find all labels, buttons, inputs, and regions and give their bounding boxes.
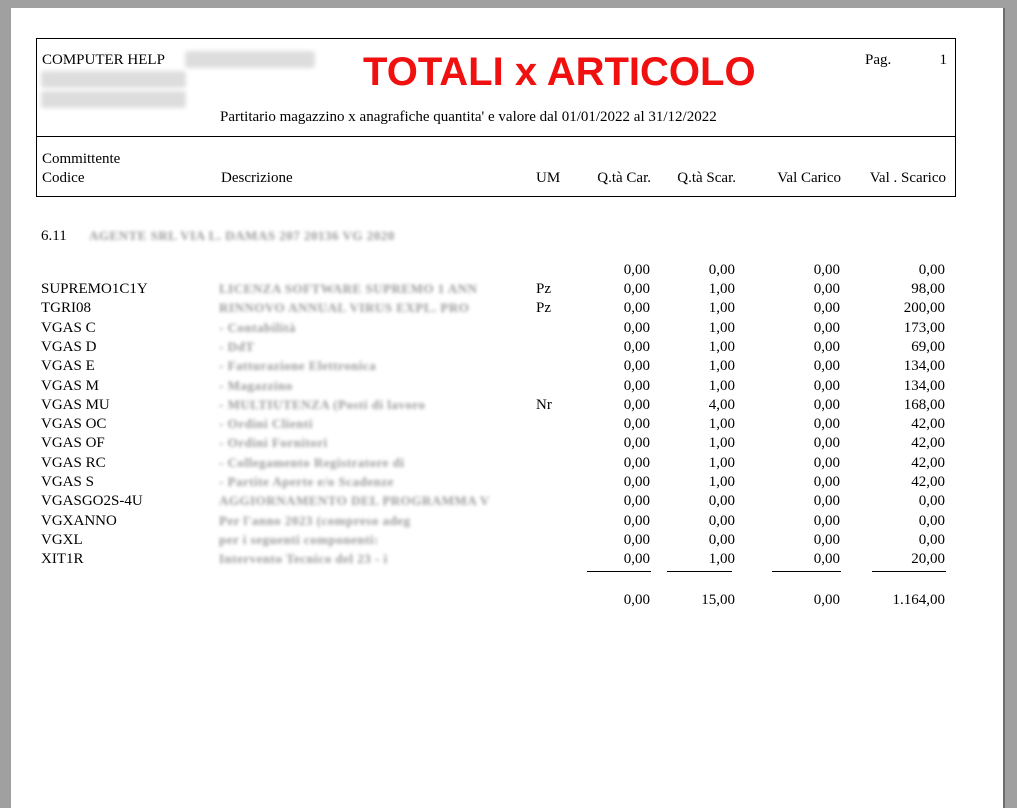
row-qta-scar: 1,00: [708, 377, 735, 394]
row-description: - Collegamento Registratore di: [219, 454, 405, 470]
row-val-scarico: 69,00: [911, 338, 945, 355]
total-rule: [772, 571, 841, 572]
row-description: AGGIORNAMENTO DEL PROGRAMMA V: [219, 493, 490, 509]
row-code: VGAS RC: [41, 454, 106, 471]
row-code: VGAS C: [41, 319, 96, 336]
opening-row: [11, 261, 1003, 280]
row-qta-scar: 1,00: [708, 300, 735, 317]
row-qta-car: 0,00: [623, 435, 650, 452]
row-code: VGAS D: [41, 338, 97, 355]
row-qta-scar: 1,00: [708, 551, 735, 568]
row-code: TGRI08: [41, 300, 91, 317]
col-val-carico: Val Carico: [777, 170, 841, 186]
opening-val-carico: 0,00: [813, 262, 840, 278]
table-row: [11, 357, 1003, 376]
row-val-scarico: 42,00: [911, 474, 945, 490]
col-codice: Codice: [42, 170, 85, 186]
row-description: - MULTIUTENZA (Posti di lavoro: [219, 396, 426, 412]
row-qta-car: 0,00: [623, 551, 650, 568]
row-description: per i seguenti componenti:: [219, 531, 379, 547]
opening-qta-car: 0,00: [623, 262, 650, 278]
row-description: - DdT: [219, 338, 255, 354]
table-row: [11, 415, 1003, 434]
row-code: VGXANNO: [41, 512, 117, 529]
table-row: [11, 319, 1003, 338]
total-rule: [667, 571, 732, 572]
row-val-carico: 0,00: [813, 435, 840, 452]
row-um: Pz: [536, 300, 551, 317]
row-qta-scar: 0,00: [708, 531, 735, 548]
row-qta-scar: 0,00: [708, 493, 735, 510]
row-val-carico: 0,00: [813, 319, 840, 336]
row-qta-scar: 0,00: [708, 512, 735, 529]
row-val-scarico: 42,00: [911, 454, 945, 471]
row-val-scarico: 20,00: [911, 551, 945, 568]
row-val-scarico: 42,00: [911, 435, 945, 452]
col-qta-car: Q.tà Car.: [597, 170, 651, 186]
row-qta-car: 0,00: [623, 338, 650, 355]
totals-row: [11, 591, 1003, 610]
report-page: [11, 8, 1003, 808]
row-val-carico: 0,00: [813, 531, 840, 548]
report-title: TOTALI x ARTICOLO: [363, 50, 756, 94]
total-rule: [872, 571, 946, 572]
table-row: [11, 492, 1003, 511]
row-qta-car: 0,00: [623, 493, 650, 510]
row-qta-scar: 1,00: [708, 358, 735, 375]
total-val-scarico: 1.164,00: [892, 592, 945, 608]
row-val-carico: 0,00: [813, 512, 840, 529]
row-description: - Magazzino: [219, 377, 293, 393]
row-qta-scar: 1,00: [708, 338, 735, 355]
report-subtitle: Partitario magazzino x anagrafiche quantita' e valore dal 01/01/2022 al 31/12/2022: [220, 109, 717, 125]
row-qta-scar: 1,00: [708, 454, 735, 471]
company-name: COMPUTER HELP: [42, 52, 165, 68]
row-val-scarico: 173,00: [903, 319, 945, 336]
col-qta-scar: Q.tà Scar.: [677, 170, 736, 186]
row-code: VGAS E: [41, 358, 95, 375]
row-qta-car: 0,00: [623, 531, 650, 548]
col-val-scarico: Val . Scarico: [869, 170, 946, 186]
row-code: VGAS S: [41, 474, 94, 490]
row-description: LICENZA SOFTWARE SUPREMO 1 ANN: [219, 281, 478, 296]
row-description: Per l'anno 2023 (compreso adeg: [219, 512, 411, 528]
row-code: VGAS OF: [41, 435, 105, 452]
row-qta-scar: 1,00: [708, 319, 735, 336]
row-description: - Partite Aperte e/o Scadenze: [219, 474, 394, 489]
table-row: [11, 338, 1003, 357]
row-val-carico: 0,00: [813, 300, 840, 317]
row-qta-car: 0,00: [623, 377, 650, 394]
row-code: VGAS OC: [41, 416, 107, 433]
row-qta-scar: 1,00: [708, 435, 735, 452]
total-qta-car: 0,00: [623, 592, 650, 608]
row-val-carico: 0,00: [813, 338, 840, 355]
row-qta-car: 0,00: [623, 454, 650, 471]
table-row: [11, 377, 1003, 396]
opening-qta-scar: 0,00: [708, 262, 735, 278]
col-um: UM: [536, 170, 561, 186]
row-val-carico: 0,00: [813, 551, 840, 568]
page-label: Pag.: [865, 52, 892, 68]
redacted-address-line: [41, 71, 186, 88]
redacted-company-detail: [185, 51, 315, 68]
row-val-scarico: 134,00: [903, 377, 945, 394]
row-val-scarico: 0,00: [918, 531, 945, 548]
row-val-carico: 0,00: [813, 377, 840, 394]
row-val-carico: 0,00: [813, 396, 840, 413]
row-val-carico: 0,00: [813, 281, 840, 297]
row-qta-scar: 4,00: [708, 396, 735, 413]
row-description: - Contabilità: [219, 319, 296, 335]
table-row: [11, 531, 1003, 550]
col-descrizione: Descrizione: [221, 170, 293, 186]
table-row: [11, 550, 1003, 569]
row-qta-scar: 1,00: [708, 416, 735, 433]
row-val-scarico: 168,00: [903, 396, 945, 413]
row-val-carico: 0,00: [813, 416, 840, 433]
row-code: VGAS MU: [41, 396, 110, 413]
row-val-scarico: 0,00: [918, 512, 945, 529]
row-qta-car: 0,00: [623, 300, 650, 317]
row-qta-scar: 1,00: [708, 474, 735, 490]
table-row: [11, 299, 1003, 318]
redacted-address-line: [41, 91, 186, 108]
table-row: [11, 473, 1003, 492]
col-committente: Committente: [42, 151, 121, 167]
row-code: SUPREMO1C1Y: [41, 281, 148, 297]
total-val-carico: 0,00: [813, 592, 840, 608]
row-description: - Fatturazione Elettronica: [219, 358, 377, 374]
column-header: [36, 136, 956, 197]
row-val-carico: 0,00: [813, 454, 840, 471]
row-val-carico: 0,00: [813, 493, 840, 510]
report-header: [36, 38, 956, 137]
row-description: RINNOVO ANNUAL VIRUS EXPL. PRO: [219, 300, 470, 316]
row-um: Pz: [536, 281, 551, 297]
row-qta-car: 0,00: [623, 512, 650, 529]
total-rule: [587, 571, 651, 572]
row-val-carico: 0,00: [813, 358, 840, 375]
row-code: XIT1R: [41, 551, 84, 568]
row-code: VGAS M: [41, 377, 99, 394]
table-row: [11, 280, 1003, 299]
row-qta-car: 0,00: [623, 416, 650, 433]
row-val-scarico: 98,00: [911, 281, 945, 297]
group-name: AGENTE SRL VIA L. DAMAS 207 20136 VG 2020: [89, 228, 395, 243]
page-number: 1: [939, 52, 947, 68]
row-val-scarico: 42,00: [911, 416, 945, 433]
row-val-carico: 0,00: [813, 474, 840, 490]
row-val-scarico: 0,00: [918, 493, 945, 510]
row-um: Nr: [536, 396, 552, 413]
group-code: 6.11: [41, 228, 67, 244]
row-code: VGASGO2S-4U: [41, 493, 143, 510]
row-description: - Ordini Clienti: [219, 416, 313, 432]
row-qta-car: 0,00: [623, 474, 650, 490]
row-qta-car: 0,00: [623, 358, 650, 375]
row-val-scarico: 200,00: [903, 300, 945, 317]
row-qta-car: 0,00: [623, 396, 650, 413]
opening-val-scarico: 0,00: [918, 262, 945, 278]
row-code: VGXL: [41, 531, 83, 548]
row-description: Intervento Tecnico del 23 - i: [219, 551, 388, 567]
row-qta-car: 0,00: [623, 281, 650, 297]
table-row: [11, 512, 1003, 531]
table-row: [11, 454, 1003, 473]
table-row: [11, 396, 1003, 415]
row-description: - Ordini Fornitori: [219, 435, 328, 451]
row-qta-car: 0,00: [623, 319, 650, 336]
total-qta-scar: 15,00: [701, 592, 735, 608]
row-val-scarico: 134,00: [903, 358, 945, 375]
row-qta-scar: 1,00: [708, 281, 735, 297]
table-row: [11, 434, 1003, 453]
